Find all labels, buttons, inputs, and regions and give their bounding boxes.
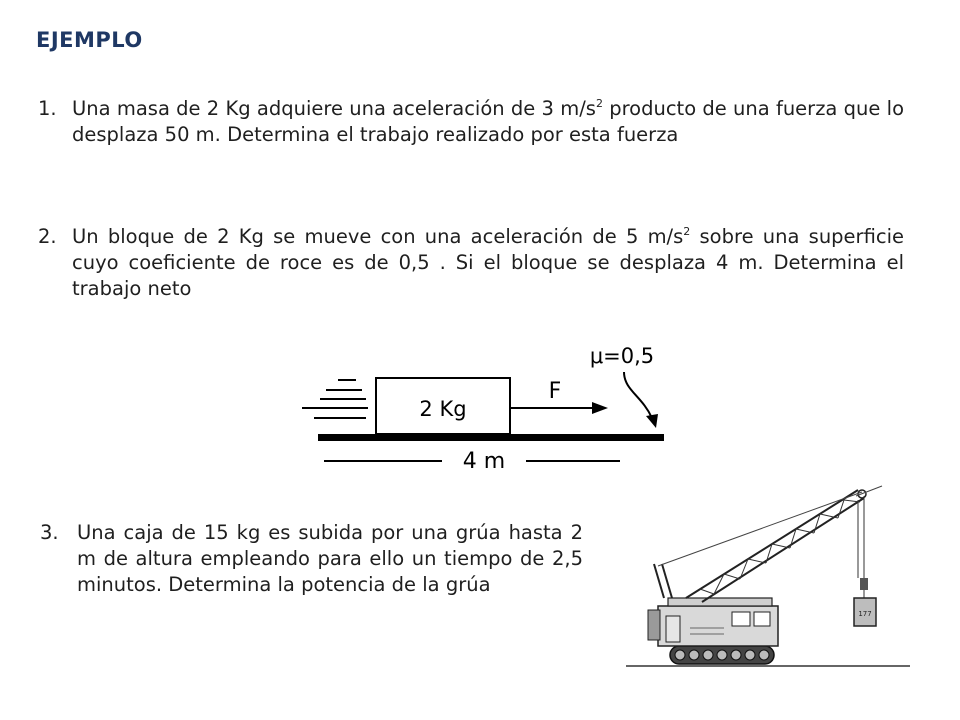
ground-surface	[318, 434, 664, 441]
friction-arrow-head	[646, 414, 658, 428]
problem-text-part: Un bloque de 2 Kg se mueve con una aceleración de 5 m/s	[72, 225, 684, 248]
cab-window	[732, 612, 750, 626]
problem-text	[72, 224, 904, 302]
problem-text-part: sobre una superficie cuyo coeficiente de roce es de 0,5 . Si el bloque se desplaza 4 m. Determina el trabajo neto	[72, 225, 904, 300]
support-cable	[658, 492, 862, 566]
cab-door	[666, 616, 680, 642]
cab-window	[754, 612, 770, 626]
counterweight	[648, 610, 660, 640]
friction-label: μ=0,5	[589, 344, 655, 368]
crane-illustration	[620, 478, 920, 678]
crane-roof	[668, 598, 772, 606]
distance-label: 4 m	[462, 449, 506, 474]
problem-1	[38, 96, 904, 148]
slide-heading: EJEMPLO	[36, 28, 143, 52]
problem-3	[40, 520, 583, 598]
superscript: 2	[595, 97, 603, 110]
problem-text	[72, 96, 904, 148]
box-label: 177	[858, 610, 872, 618]
superscript: 2	[683, 225, 691, 238]
problem-number: 3.	[40, 521, 59, 544]
problem-number: 1.	[38, 97, 57, 120]
problem-2	[38, 224, 904, 302]
force-label: F	[548, 379, 562, 404]
crane-hook-block	[860, 578, 868, 590]
mass-label: 2 Kg	[419, 397, 467, 421]
problem-text: Una caja de 15 kg es subida por una grúa hasta 2 m de altura empleando para ello un tiempo de 2,5 minutos. Determina la potencia de la grúa	[77, 521, 583, 596]
block-diagram	[280, 330, 680, 480]
force-arrow-head	[592, 402, 608, 414]
problem-number: 2.	[38, 225, 57, 248]
problem-text-part: Una masa de 2 Kg adquiere una aceleración de 3 m/s	[72, 97, 596, 120]
problem-text-part: producto de una fuerza que lo desplaza 50 m. Determina el trabajo realizado por esta fuerza	[72, 97, 904, 146]
friction-curved-arrow	[624, 372, 652, 418]
